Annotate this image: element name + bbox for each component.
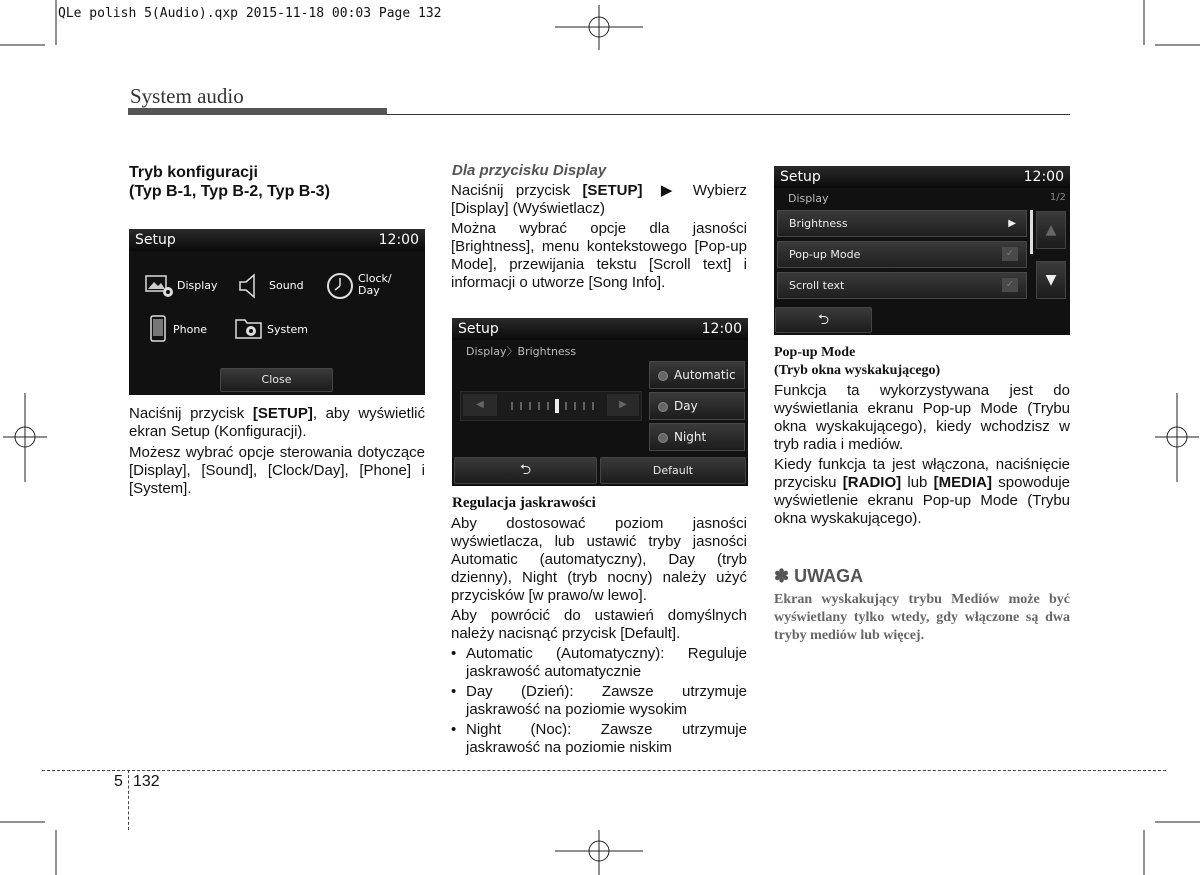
col3-para2-b: [RADIO] [842,474,902,491]
option-automatic[interactable] [649,361,745,389]
chapter-number: 5 [114,773,123,790]
chevron-right-icon: ▶ [1008,218,1016,229]
setup-item-phone-label: Phone [173,323,208,336]
bullet-icon: • [451,683,457,700]
brightness-screen-titlebar [452,318,748,340]
scrollbar[interactable] [1030,210,1033,254]
list-item [451,645,747,681]
row-popup-mode-label: Pop-up Mode [789,248,861,261]
section-title: System audio [130,84,244,108]
brightness-screen-title: Setup [458,321,499,337]
footer-rule [42,770,1166,771]
setup-heading-line2: (Typ B-1, Typ B-2, Typ B-3) [129,183,330,200]
col3-para2-d: [MEDIA] [933,474,992,491]
col3-para2-c: lub [901,474,934,491]
section-rule [387,114,1070,115]
col3-para2-a: Kiedy funkcja ta jest włączona, naciśnięcie przycisku [774,456,1070,491]
display-subheading: Dla przycisku Display [452,162,607,179]
radio-icon [658,371,668,381]
slider-right-icon[interactable]: ▶ [607,394,639,416]
arrow-right-icon: ▶ [660,182,681,199]
row-brightness-label: Brightness [789,217,848,230]
note-title: ✽ UWAGA [774,566,864,586]
radio-icon [658,402,668,412]
option-night[interactable] [649,423,745,451]
list-item-text: Day (Dzień): Zawsze utrzymuje jaskrawość na poziomie wysokim [466,683,747,718]
list-item-text: Night (Noc): Zawsze utrzymuje jaskrawość na poziomie niskim [466,721,747,756]
scroll-up-icon[interactable]: ▲ [1036,211,1066,249]
bullet-icon: • [451,721,457,738]
col2-para1-c: Wybierz [Display] (Wyświetlacz) [451,182,747,217]
col1-para1-b: [SETUP] [252,405,313,422]
setup-heading [129,163,429,201]
col3-para1: Funkcja ta wykorzystywana jest do wyświetlania ekranu Pop-up Mode (Trybu okna wyskakującego), kiedy wchodzisz w tryb radia i mediów. [774,382,1070,453]
setup-screen-title: Setup [135,232,176,248]
col2-para4: Aby powrócić do ustawień domyślnych należy nacisnąć przycisk [Default]. [451,607,747,642]
slider-ticks [507,399,601,413]
setup-item-system-label: System [267,323,309,336]
col1-para2: Możesz wybrać opcje sterowania dotyczące [Display], [Sound], [Clock/Day], [Phone] i [System]. [129,444,425,497]
popup-heading-line1: Pop-up Mode [774,345,856,360]
checkbox-icon[interactable]: ✓ [1002,247,1018,261]
footer-divider [128,770,129,830]
row-scroll-text[interactable] [777,272,1027,299]
setup-item-phone[interactable] [149,315,233,343]
phone-icon [149,315,169,343]
brightness-breadcrumb: Display〉Brightness [466,345,577,358]
back-arrow-icon: ⮌ [519,462,532,478]
clock-icon [326,272,354,300]
col3-para2-e: spowoduje wyświetlenie ekranu Pop-up Mode (Trybu okna wyskakującego). [774,474,1070,527]
col2-para1 [451,182,747,218]
option-day[interactable] [649,392,745,420]
setup-item-display-label: Display [177,279,218,292]
display-screen-titlebar [774,166,1070,188]
page-indicator: 1/2 [1049,192,1066,203]
setup-item-sound-label: Sound [269,279,304,292]
brightness-screen [452,318,748,486]
radio-icon [658,433,668,443]
page-number: 132 [133,773,160,790]
close-button[interactable]: Close [220,368,333,392]
brightness-screen-clock: 12:00 [701,321,742,337]
brightness-bullets [451,645,747,757]
display-screen-clock: 12:00 [1023,169,1064,185]
col2-para1-a: Naciśnij przycisk [451,182,583,199]
scroll-down-icon[interactable]: ▼ [1036,261,1066,299]
list-item [451,721,747,757]
setup-item-system[interactable] [235,315,325,343]
col2-intro [451,182,747,292]
col1-text [129,405,425,498]
default-button[interactable]: Default [600,457,746,484]
setup-item-display[interactable] [145,273,229,301]
col1-para1 [129,405,425,441]
option-automatic-label: Automatic [674,368,736,382]
setup-item-clock[interactable] [326,271,418,305]
col3-body [774,382,1070,528]
display-screen-title: Setup [780,169,821,185]
display-screen [774,166,1070,335]
popup-heading [774,344,940,380]
list-item [451,683,747,719]
col2-para3: Aby dostosować poziom jasności wyświetlacza, lub ustawić tryby jasności Automatic (automatyczny), Day (tryb dzienny), Night (tryb nocny) należy użyć przycisków [w prawo/w lewo]. [451,515,747,604]
row-scroll-text-label: Scroll text [789,279,845,292]
checkbox-icon[interactable]: ✓ [1002,278,1018,292]
bullet-icon: • [451,645,457,662]
list-item-text: Automatic (Automatyczny): Reguluje jaskrawość automatycznie [466,645,747,680]
col2-para2: Można wybrać opcje dla jasności [Brightness], menu kontekstowego [Pop-up Mode], przewijania tekstu [Scroll text] i informacji o utworze [Song Info]. [451,220,747,291]
section-title-bar [128,108,387,115]
row-brightness[interactable] [777,210,1027,237]
note-text: Ekran wyskakujący trybu Mediów może być wyświetlany tylko wtedy, gdy włączone są dwa tryby mediów lub więcej. [774,592,1070,643]
slider-left-icon[interactable]: ◀ [463,394,497,416]
col1-para1-c: , aby wyświetlić ekran Setup (Konfiguracji). [129,405,425,440]
col2-body [451,515,747,757]
back-arrow-icon: ⮌ [817,312,830,328]
display-screen-subtitle: Display [788,192,829,205]
col3-para2 [774,456,1070,528]
setup-screen-clock: 12:00 [378,232,419,248]
system-folder-icon [235,315,265,341]
display-icon [145,273,175,299]
option-night-label: Night [674,430,707,444]
brightness-slider[interactable] [460,391,642,421]
print-header: QLe polish 5(Audio).qxp 2015-11-18 00:03 Page 132 [58,6,442,21]
setup-heading-line1: Tryb konfiguracji [129,164,258,181]
speaker-icon [237,273,261,299]
col2-para1-b: [SETUP] [582,182,643,199]
setup-item-sound[interactable] [237,273,317,301]
option-day-label: Day [674,399,698,413]
setup-item-clock-label: Clock/ Day [358,272,392,297]
back-button[interactable] [775,307,872,333]
setup-screen-titlebar [129,229,425,251]
popup-heading-line2: (Tryb okna wyskakującego) [774,363,941,378]
row-popup-mode[interactable] [777,241,1027,268]
back-button[interactable] [454,457,597,484]
setup-screen [129,229,425,395]
brightness-heading: Regulacja jaskrawości [452,495,596,511]
col1-para1-a: Naciśnij przycisk [129,405,253,422]
